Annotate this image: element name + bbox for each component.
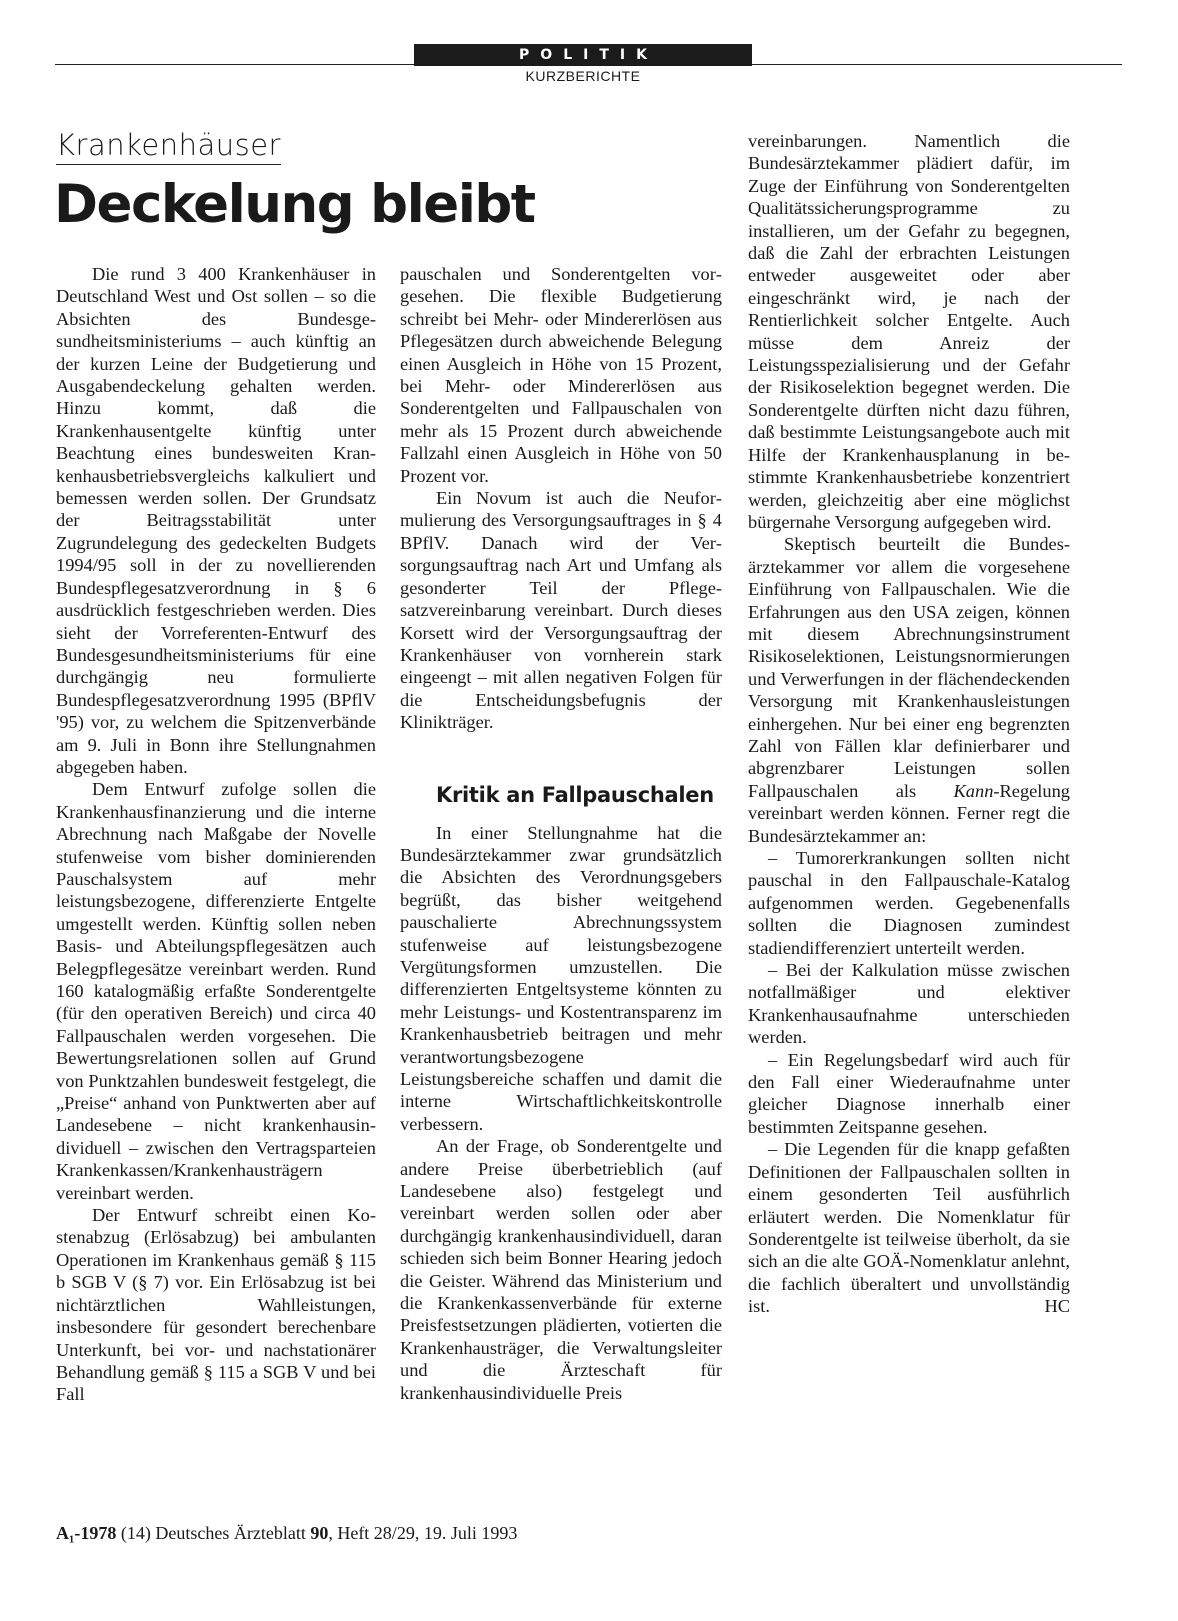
text-column-3 (748, 130, 1070, 1318)
paragraph: Die rund 3 400 Krankenhäuser in Deutschland West und Ost sollen – so die Absichten des Bundesgesundheitsministeriums – auch künftig an der kurzen Leine der Budgetierung und Ausgabendeckelung gehalten werden. Hinzu kommt, daß die Krankenhausentgelte künftig unter Beachtung eines bundesweiten Krankenhausbetriebsvergleichs kalkuliert und bemessen werden sollen. Der Grundsatz der Beitragsstabilität unter Zugrundelegung des gedeckelten Budgets 1994/95 soll in der zu novellierenden Bundespflegesatzverordnung in § 6 ausdrücklich festgeschrieben werden. Dies sieht der Vorreferenten-Entwurf des Bundesgesundheitsministeriums für eine durchgängig neu formulierte Bundespflegesatzverordnung 1995 (BPflV '95) vor, zu welchem die Spitzenverbände am 9. Juli in Bonn ihre Stellungnahmen abgegeben haben. (56, 264, 376, 777)
text-column-2 (400, 263, 722, 1404)
article-headline: Deckelung bleibt (54, 174, 535, 235)
subsection-label: KURZBERICHTE (525, 68, 641, 84)
page-footer (56, 1522, 517, 1544)
list-item (748, 1138, 1070, 1317)
header-rule-left (55, 64, 415, 65)
header-rule-right (752, 64, 1122, 65)
author-initials: HC (1044, 1296, 1070, 1317)
paragraph-text: Skeptisch beurteilt die Bundesärztekammer vor allem die vorgesehene Einführung von Fallpauschalen. Wie die Erfahrungen aus den USA zeigen, können mit diesem Abrechnungsinstrument Risikoselektionen, Leistungsnormierungen und Verwerfungen in der flächendeckenden Versorgung mit Krankenhausleistungen einhergehen. Nur bei einer eng begrenzten Zahl von Fällen klar definierbarer und abgrenzbarer Leistungen sollen Fallpauschalen als (748, 534, 1070, 801)
paragraph: An der Frage, ob Sonderentgelte und andere Preise überbetrieblich (auf Landesebene also) festgelegt und vereinbart werden sollen oder aber durchgängig krankenhausindividuell, daran schieden sich beim Bonner Hearing jedoch die Geister. Während das Ministerium und die Krankenkassenverbände für externe Preisfestsetzungen plädierten, votierten die Krankenhausträger, die Verwaltungsleiter und die Ärzteschaft für krankenhausindividuelle Preis (400, 1136, 722, 1403)
paragraph: pauschalen und Sonderentgelten vorgesehen. Die flexible Budgetierung schreibt bei Mehr- oder Mindererlösen aus Pflegesätzen durch abweichende Belegung einen Ausgleich in Höhe von 15 Prozent, bei Mehr- oder Mindererlösen aus Sonderentgelten und Fallpauschalen von mehr als 15 Prozent durch abweichende Fallzahl einen Ausgleich in Höhe von 50 Prozent vor. (400, 264, 722, 486)
list-item: – Tumorerkrankungen sollten nicht pauschal in den Fallpauschale-Katalog aufgenommen werden. Gegebenenfalls sollten die Diagnosen zumindest stadiendifferenziert unterteilt werden. (748, 848, 1070, 958)
page-number: A₁-1978 (56, 1523, 117, 1543)
paragraph: Der Entwurf schreibt einen Kostenabzug (Erlösabzug) bei ambulanten Operationen im Krankenhaus gemäß § 115 b SGB V (§ 7) vor. Ein Erlösabzug ist bei nichtärztlichen Wahlleistungen, insbesondere für gesondert berechenbare Unterkunft, bei vor- und nachstationärer Behandlung gemäß § 115 a SGB V und bei Fall (56, 1205, 376, 1405)
emphasis-text: Kann (953, 780, 994, 801)
paragraph: Dem Entwurf zufolge sollen die Krankenhausfinanzierung und die interne Abrechnung nach Maßgabe der Novelle stufenweise vom bisher dominierenden Pauschalsystem auf mehr leistungsbezogene, differenzierte Entgelte umgestellt werden. Künftig sollen neben Basis- und Abteilungspflegesätzen auch Belegpflegesätze vereinbart werden. Rund 160 katalogmäßig erfaßte Sonderentgelte (für den operativen Bereich) und circa 40 Fallpauschalen werden vorgesehen. Die Bewertungsrelationen sollen auf Grund von Punktzahlen bundesweit festgelegt, die „Preise“ anhand von Punktwerten aber auf Landesebene – nicht krankenhausindividuell – zwischen den Vertragsparteien Krankenkassen/Krankenhausträgern vereinbart werden. (56, 779, 376, 1203)
subheading: Kritik an Fallpauschalen (436, 782, 714, 807)
paragraph: Ein Novum ist auch die Neuformulierung des Versorgungsauftrages in § 4 BPflV. Danach wird der Versorgungsauftrag nach Art und Umfang als gesonderter Teil der Pflegesatzvereinbarung vereinbart. Durch dieses Korsett wird der Versorgungsauftrag der Krankenhäuser von vornherein stark eingeengt – mit allen negativen Folgen für die Entscheidungsbefugnis der Klinikträger. (400, 488, 722, 733)
paragraph (748, 533, 1070, 847)
volume-number: 90 (310, 1523, 329, 1543)
article-kicker: Krankenhäuser (56, 128, 281, 165)
list-item: – Bei der Kalkulation müsse zwischen notfallmäßiger und elektiver Krankenhausaufnahme unterschieden werden. (748, 960, 1070, 1048)
list-item: – Ein Regelungsbedarf wird auch für den Fall einer Wiederaufnahme unter gleicher Diagnose innerhalb einer bestimmten Zeitspanne gesehen. (748, 1049, 1070, 1137)
paragraph: In einer Stellungnahme hat die Bundesärztekammer zwar grundsätzlich die Absichten des Verordnungsgebers begrüßt, das bisher weitgehend pauschalierte Abrechnungssystem stufenweise auf leistungsbezogene Vergütungsformen umzustellen. Die differenzierten Entgeltsysteme könnten zu mehr Leistungs- und Kostentransparenz im Krankenhausbetrieb beitragen und mehr verantwortungsbezogene Leistungsbereiche schaffen und damit die interne Wirtschaftlichkeitskontrolle verbessern. (400, 822, 722, 1134)
paragraph: vereinbarungen. Namentlich die Bundesärztekammer plädiert dafür, im Zuge der Einführung von Sonderentgelten Qualitätssicherungsprogramme zu installieren, um der Gefahr zu begegnen, daß die Zahl der erbrachten Leistungen entweder ausgeweitet oder aber eingeschränkt wird, je nach der Rentierlichkeit solcher Entgelte. Auch müsse dem Anreiz der Leistungsspezialisierung und der Gefahr der Risikoselektion begegnet werden. Die Sonderentgelte dürften nicht dazu führen, daß bestimmte Leistungsangebote auch mit Hilfe der Krankenhausplanung in bestimmte Krankenhausbetriebe konzentriert werden, gleichzeitig aber eine möglichst bürgernahe Versorgung aufgegeben wird. (748, 131, 1070, 532)
paragraph-text: -Regelung vereinbart werden können. Ferner regt die Bundesärztekammer an: (748, 780, 1070, 846)
section-label: POLITIK (414, 44, 752, 66)
text-column-1 (56, 263, 376, 1406)
list-item-text: – Die Legenden für die knapp gefaßten Definitionen der Fallpauschalen sollten in einem gesonderten Teil ausführlich erläutert werden. Die Nomenklatur für Sonderentgelte ist teilweise überholt, da sie sich an die alte GOÄ-Nomenklatur anlehnt, die fachlich überaltert und unvollständig ist. (748, 1139, 1070, 1317)
issue-date: , Heft 28/29, 19. Juli 1993 (328, 1523, 518, 1543)
journal-ref: (14) Deutsches Ärzteblatt (120, 1523, 311, 1543)
